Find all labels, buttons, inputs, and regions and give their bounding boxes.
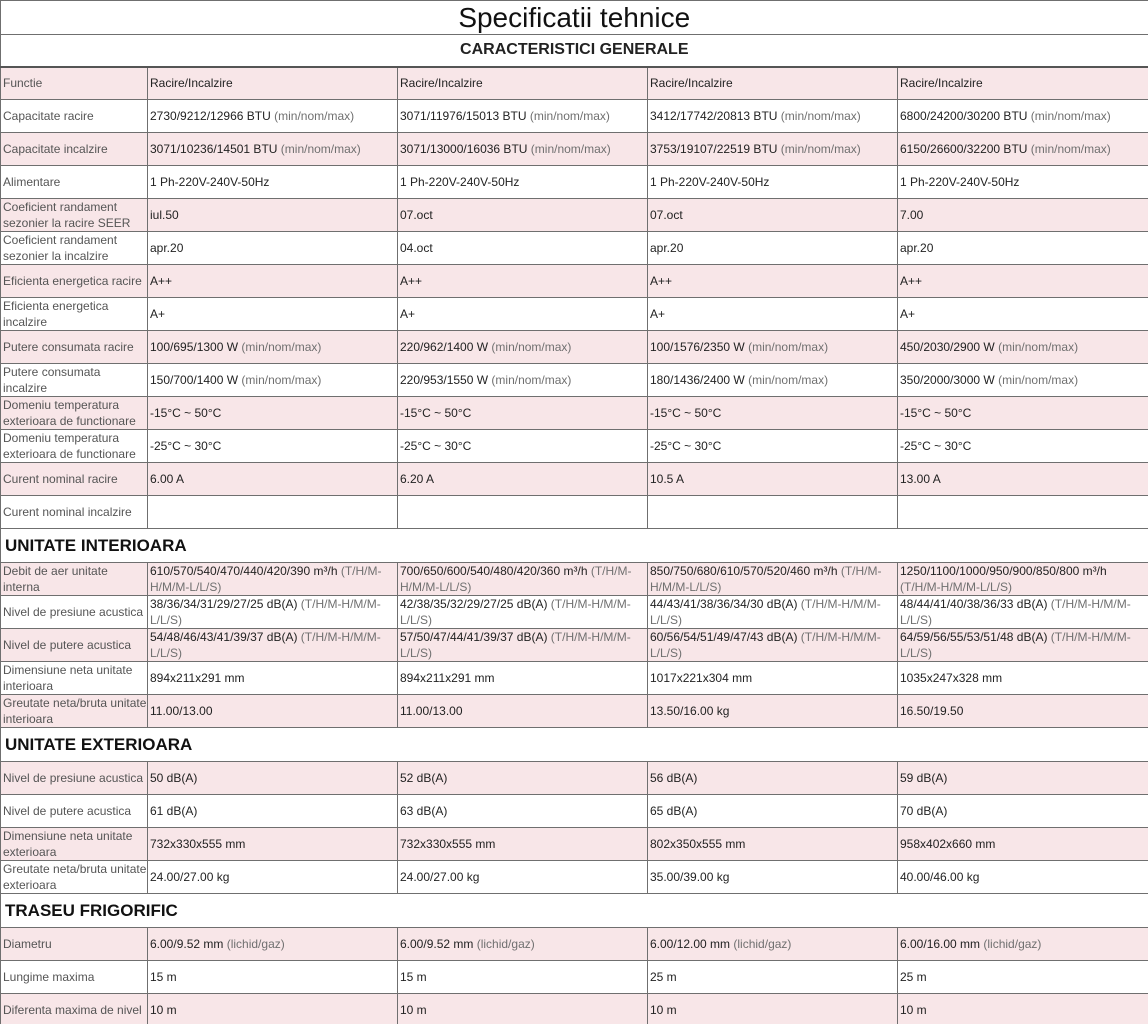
spec-value: 1250/1100/1000/950/900/850/800 m³/h <box>900 564 1107 578</box>
section-title-general: CARACTERISTICI GENERALE <box>1 35 1148 67</box>
spec-cell-model-3 <box>648 762 898 795</box>
spec-cell-model-2 <box>398 364 648 397</box>
spec-row <box>1 828 1148 861</box>
spec-cell-model-1 <box>148 232 398 265</box>
spec-value: A+ <box>900 307 916 321</box>
spec-cell-model-4 <box>898 629 1148 662</box>
spec-unit-note: (lichid/gaz) <box>476 937 535 951</box>
spec-row-label: Dimensiune neta unitate exterioara <box>1 828 148 861</box>
spec-unit-note: (min/nom/max) <box>780 142 861 156</box>
spec-value: -15°C ~ 50°C <box>150 406 222 420</box>
spec-value: 48/44/41/40/38/36/33 dB(A) <box>900 597 1051 611</box>
spec-row <box>1 397 1148 430</box>
spec-value: 65 dB(A) <box>650 804 698 818</box>
spec-row <box>1 596 1148 629</box>
spec-value: A++ <box>150 274 173 288</box>
spec-cell-model-4 <box>898 199 1148 232</box>
spec-cell-model-4 <box>898 563 1148 596</box>
spec-value: 56 dB(A) <box>650 771 698 785</box>
spec-value: 610/570/540/470/440/420/390 m³/h <box>150 564 341 578</box>
spec-value: 6.00/12.00 mm <box>650 937 734 951</box>
spec-value: A+ <box>650 307 666 321</box>
spec-row <box>1 662 1148 695</box>
spec-cell-model-2 <box>398 861 648 894</box>
spec-row <box>1 430 1148 463</box>
spec-cell-model-1 <box>148 100 398 133</box>
spec-cell-model-4 <box>898 961 1148 994</box>
spec-row <box>1 265 1148 298</box>
spec-unit-note: (min/nom/max) <box>530 142 611 156</box>
spec-row-label: Coeficient randament sezonier la incalzire <box>1 232 148 265</box>
spec-cell-model-4 <box>898 430 1148 463</box>
spec-cell-model-1 <box>148 795 398 828</box>
spec-unit-note: (min/nom/max) <box>1030 142 1111 156</box>
spec-cell-model-2 <box>398 496 648 529</box>
spec-value: 2730/9212/12966 BTU <box>150 109 275 123</box>
spec-row-label: Lungime maxima <box>1 961 148 994</box>
spec-unit-note: (T/H/M-H/M/M-L/L/S) <box>400 597 631 627</box>
spec-cell-model-1 <box>148 994 398 1024</box>
spec-cell-model-3 <box>648 563 898 596</box>
spec-value: 59 dB(A) <box>900 771 948 785</box>
spec-cell-model-4 <box>898 463 1148 496</box>
spec-value: 70 dB(A) <box>900 804 948 818</box>
spec-cell-model-1 <box>148 166 398 199</box>
spec-value: 220/953/1550 W <box>400 373 492 387</box>
spec-row <box>1 100 1148 133</box>
spec-cell-model-4 <box>898 662 1148 695</box>
spec-value: 220/962/1400 W <box>400 340 492 354</box>
spec-cell-model-3 <box>648 199 898 232</box>
spec-value: -25°C ~ 30°C <box>150 439 222 453</box>
spec-value: 732x330x555 mm <box>400 837 496 851</box>
spec-value: 802x350x555 mm <box>650 837 746 851</box>
spec-value: 16.50/19.50 <box>900 704 964 718</box>
spec-row <box>1 928 1148 961</box>
spec-value: 1017x221x304 mm <box>650 671 753 685</box>
section-heading-unitate-interioara: UNITATE INTERIOARA <box>1 529 1148 563</box>
spec-cell-model-1 <box>148 861 398 894</box>
spec-cell-model-1 <box>148 961 398 994</box>
spec-value: 40.00/46.00 kg <box>900 870 980 884</box>
spec-row-label: Nivel de putere acustica <box>1 795 148 828</box>
spec-value: 60/56/54/51/49/47/43 dB(A) <box>650 630 801 644</box>
spec-unit-note: (min/nom/max) <box>748 340 829 354</box>
spec-value: 54/48/46/43/41/39/37 dB(A) <box>150 630 301 644</box>
spec-value: Racire/Incalzire <box>150 76 233 91</box>
spec-value: A+ <box>150 307 166 321</box>
page-title: Specificatii tehnice <box>1 1 1148 35</box>
spec-value: 350/2000/3000 W <box>900 373 999 387</box>
spec-value: A++ <box>400 274 423 288</box>
spec-row <box>1 67 1148 100</box>
spec-cell-model-2 <box>398 298 648 331</box>
spec-cell-model-3 <box>648 828 898 861</box>
spec-unit-note: (T/H/M-H/M/M-L/L/S) <box>900 630 1131 660</box>
spec-cell-model-1 <box>148 695 398 728</box>
spec-value: 38/36/34/31/29/27/25 dB(A) <box>150 597 301 611</box>
spec-row-label: Nivel de putere acustica <box>1 629 148 662</box>
spec-cell-model-2 <box>398 828 648 861</box>
spec-cell-model-3 <box>648 100 898 133</box>
spec-value: 13.50/16.00 kg <box>650 704 730 718</box>
spec-cell-model-4 <box>898 166 1148 199</box>
spec-value: 1 Ph-220V-240V-50Hz <box>900 175 1020 189</box>
spec-value: 44/43/41/38/36/34/30 dB(A) <box>650 597 801 611</box>
spec-cell-model-2 <box>398 928 648 961</box>
spec-value: 04.oct <box>400 241 433 255</box>
spec-cell-model-1 <box>148 298 398 331</box>
spec-value: 1035x247x328 mm <box>900 671 1003 685</box>
spec-cell-model-4 <box>898 762 1148 795</box>
spec-cell-model-1 <box>148 496 398 529</box>
spec-cell-model-4 <box>898 298 1148 331</box>
spec-row <box>1 762 1148 795</box>
spec-cell-model-3 <box>648 662 898 695</box>
spec-value: 1 Ph-220V-240V-50Hz <box>150 175 270 189</box>
spec-value: 700/650/600/540/480/420/360 m³/h <box>400 564 591 578</box>
spec-value: 10 m <box>650 1003 677 1017</box>
spec-value: 100/695/1300 W <box>150 340 242 354</box>
spec-cell-model-1 <box>148 762 398 795</box>
spec-value: A++ <box>650 274 673 288</box>
spec-unit-note: (T/H/M-H/M/M-L/L/S) <box>150 564 382 594</box>
spec-cell-model-2 <box>398 762 648 795</box>
spec-unit-note: (min/nom/max) <box>529 109 610 123</box>
spec-value: 6.20 A <box>400 472 435 486</box>
spec-cell-model-2 <box>398 397 648 430</box>
spec-unit-note: (T/H/M-H/M/M-L/L/S) <box>900 597 1131 627</box>
spec-row <box>1 994 1148 1024</box>
spec-value: -25°C ~ 30°C <box>650 439 722 453</box>
spec-cell-model-2 <box>398 199 648 232</box>
spec-value: 10 m <box>400 1003 427 1017</box>
spec-value: 25 m <box>900 970 927 984</box>
spec-value: 15 m <box>400 970 427 984</box>
spec-row-label: Greutate neta/bruta unitate exterioara <box>1 861 148 894</box>
spec-cell-model-4 <box>898 795 1148 828</box>
spec-cell-model-4 <box>898 994 1148 1024</box>
spec-row-label: Putere consumata incalzire <box>1 364 148 397</box>
spec-cell-model-3 <box>648 265 898 298</box>
spec-cell-model-2 <box>398 331 648 364</box>
spec-row-label: Nivel de presiune acustica <box>1 596 148 629</box>
spec-unit-note: (min/nom/max) <box>748 373 829 387</box>
spec-cell-model-3 <box>648 67 898 100</box>
spec-cell-model-3 <box>648 133 898 166</box>
spec-cell-model-1 <box>148 463 398 496</box>
spec-value: 3071/11976/15013 BTU <box>400 109 530 123</box>
spec-value: 35.00/39.00 kg <box>650 870 730 884</box>
spec-value: 61 dB(A) <box>150 804 198 818</box>
spec-row <box>1 695 1148 728</box>
spec-cell-model-2 <box>398 662 648 695</box>
spec-value: 150/700/1400 W <box>150 373 242 387</box>
spec-value: A++ <box>900 274 923 288</box>
spec-row <box>1 166 1148 199</box>
spec-cell-model-2 <box>398 961 648 994</box>
spec-cell-model-3 <box>648 298 898 331</box>
spec-row-label: Domeniu temperatura exterioara de functionare <box>1 397 148 430</box>
spec-value: 13.00 A <box>900 472 941 486</box>
spec-cell-model-1 <box>148 662 398 695</box>
spec-cell-model-3 <box>648 364 898 397</box>
spec-cell-model-1 <box>148 928 398 961</box>
spec-cell-model-3 <box>648 463 898 496</box>
spec-value: 1 Ph-220V-240V-50Hz <box>650 175 770 189</box>
spec-row-label: Putere consumata racire <box>1 331 148 364</box>
spec-row-label: Diametru <box>1 928 148 961</box>
spec-row-label: Dimensiune neta unitate interioara <box>1 662 148 695</box>
spec-value: 6800/24200/30200 BTU <box>900 109 1031 123</box>
spec-value: 3071/10236/14501 BTU <box>150 142 281 156</box>
spec-row-label: Coeficient randament sezonier la racire SEER <box>1 199 148 232</box>
spec-unit-note: (min/nom/max) <box>491 340 572 354</box>
spec-unit-note: (T/H/M-H/M/M-L/L/S) <box>400 564 632 594</box>
spec-value: 64/59/56/55/53/51/48 dB(A) <box>900 630 1051 644</box>
spec-cell-model-1 <box>148 397 398 430</box>
spec-value: 894x211x291 mm <box>150 671 245 685</box>
spec-row-label: Functie <box>1 67 148 100</box>
spec-unit-note: (min/nom/max) <box>241 340 322 354</box>
spec-unit-note: (min/nom/max) <box>491 373 572 387</box>
spec-value: 3412/17742/20813 BTU <box>650 109 781 123</box>
spec-value: 3753/19107/22519 BTU <box>650 142 781 156</box>
spec-value: 10.5 A <box>650 472 685 486</box>
spec-row <box>1 629 1148 662</box>
spec-value: -15°C ~ 50°C <box>900 406 972 420</box>
spec-value: 958x402x660 mm <box>900 837 996 851</box>
spec-cell-model-1 <box>148 331 398 364</box>
spec-row <box>1 961 1148 994</box>
spec-cell-model-3 <box>648 629 898 662</box>
spec-value: apr.20 <box>650 241 684 255</box>
spec-unit-note: (T/H/M-H/M/M-L/L/S) <box>400 630 631 660</box>
spec-cell-model-2 <box>398 463 648 496</box>
spec-cell-model-1 <box>148 430 398 463</box>
spec-unit-note: (min/nom/max) <box>1030 109 1111 123</box>
spec-cell-model-2 <box>398 67 648 100</box>
spec-value: 100/1576/2350 W <box>650 340 749 354</box>
spec-row <box>1 496 1148 529</box>
spec-row <box>1 199 1148 232</box>
spec-cell-model-3 <box>648 994 898 1024</box>
spec-value: Racire/Incalzire <box>400 76 483 91</box>
spec-cell-model-3 <box>648 430 898 463</box>
spec-value: Racire/Incalzire <box>650 76 733 91</box>
spec-value: 450/2030/2900 W <box>900 340 999 354</box>
section-heading-row <box>1 728 1148 762</box>
spec-cell-model-2 <box>398 695 648 728</box>
spec-row <box>1 133 1148 166</box>
spec-unit-note: (min/nom/max) <box>998 373 1079 387</box>
spec-row <box>1 795 1148 828</box>
spec-unit-note: (T/H/M-H/M/M-L/L/S) <box>650 597 881 627</box>
spec-row-label: Eficienta energetica incalzire <box>1 298 148 331</box>
spec-value: 07.oct <box>650 208 683 222</box>
spec-row-label: Eficienta energetica racire <box>1 265 148 298</box>
spec-cell-model-3 <box>648 928 898 961</box>
spec-cell-model-4 <box>898 861 1148 894</box>
spec-value: 24.00/27.00 kg <box>150 870 230 884</box>
spec-value: -25°C ~ 30°C <box>400 439 472 453</box>
spec-cell-model-2 <box>398 133 648 166</box>
spec-cell-model-2 <box>398 430 648 463</box>
spec-row <box>1 463 1148 496</box>
spec-unit-note: (min/nom/max) <box>280 142 361 156</box>
spec-value: 42/38/35/32/29/27/25 dB(A) <box>400 597 551 611</box>
spec-cell-model-2 <box>398 563 648 596</box>
spec-cell-model-1 <box>148 199 398 232</box>
spec-row-label: Greutate neta/bruta unitate interioara <box>1 695 148 728</box>
spec-value: 25 m <box>650 970 677 984</box>
spec-cell-model-2 <box>398 100 648 133</box>
spec-row-label: Diferenta maxima de nivel <box>1 994 148 1024</box>
section-heading-row <box>1 894 1148 928</box>
spec-row <box>1 861 1148 894</box>
spec-cell-model-4 <box>898 364 1148 397</box>
spec-row <box>1 232 1148 265</box>
spec-cell-model-2 <box>398 629 648 662</box>
spec-cell-model-3 <box>648 961 898 994</box>
spec-value: 07.oct <box>400 208 433 222</box>
spec-value: 850/750/680/610/570/520/460 m³/h <box>650 564 841 578</box>
spec-cell-model-3 <box>648 166 898 199</box>
spec-cell-model-2 <box>398 795 648 828</box>
spec-value: 57/50/47/44/41/39/37 dB(A) <box>400 630 551 644</box>
spec-unit-note: (T/H/M-H/M/M-L/L/S) <box>900 580 1012 594</box>
spec-value: 1 Ph-220V-240V-50Hz <box>400 175 520 189</box>
spec-value: 11.00/13.00 <box>400 704 463 718</box>
spec-value: 6.00 A <box>150 472 185 486</box>
spec-value: 11.00/13.00 <box>150 704 213 718</box>
spec-unit-note: (T/H/M-H/M/M-L/L/S) <box>650 630 881 660</box>
spec-value: 10 m <box>900 1003 927 1017</box>
spec-cell-model-2 <box>398 166 648 199</box>
spec-cell-model-3 <box>648 695 898 728</box>
spec-row-label: Capacitate racire <box>1 100 148 133</box>
spec-value: 3071/13000/16036 BTU <box>400 142 531 156</box>
spec-row-label: Nivel de presiune acustica <box>1 762 148 795</box>
spec-row-label: Capacitate incalzire <box>1 133 148 166</box>
section-heading-row <box>1 529 1148 563</box>
spec-value: 6.00/16.00 mm <box>900 937 984 951</box>
spec-unit-note: (T/H/M-H/M/M-L/L/S) <box>150 630 381 660</box>
spec-value: Racire/Incalzire <box>900 76 983 91</box>
spec-row <box>1 298 1148 331</box>
spec-cell-model-2 <box>398 265 648 298</box>
spec-row-label: Domeniu temperatura exterioara de functionare <box>1 430 148 463</box>
spec-unit-note: (lichid/gaz) <box>983 937 1042 951</box>
spec-value: 6.00/9.52 mm <box>400 937 477 951</box>
spec-cell-model-2 <box>398 994 648 1024</box>
spec-cell-model-3 <box>648 232 898 265</box>
spec-value: 15 m <box>150 970 177 984</box>
spec-cell-model-1 <box>148 67 398 100</box>
section-heading-traseu-frigorific: TRASEU FRIGORIFIC <box>1 894 1148 928</box>
spec-row-label: Curent nominal racire <box>1 463 148 496</box>
spec-cell-model-3 <box>648 795 898 828</box>
spec-cell-model-2 <box>398 232 648 265</box>
spec-unit-note: (T/H/M-H/M/M-L/L/S) <box>150 597 381 627</box>
spec-value: -25°C ~ 30°C <box>900 439 972 453</box>
spec-cell-model-2 <box>398 596 648 629</box>
spec-value: 50 dB(A) <box>150 771 198 785</box>
spec-cell-model-4 <box>898 133 1148 166</box>
spec-value: A+ <box>400 307 416 321</box>
spec-cell-model-1 <box>148 629 398 662</box>
spec-row-label: Alimentare <box>1 166 148 199</box>
spec-cell-model-1 <box>148 563 398 596</box>
spec-cell-model-4 <box>898 331 1148 364</box>
spec-value: 10 m <box>150 1003 177 1017</box>
spec-cell-model-3 <box>648 496 898 529</box>
spec-row <box>1 331 1148 364</box>
spec-unit-note: (min/nom/max) <box>274 109 355 123</box>
spec-row <box>1 364 1148 397</box>
spec-cell-model-4 <box>898 397 1148 430</box>
spec-unit-note: (min/nom/max) <box>998 340 1079 354</box>
spec-value: 6.00/9.52 mm <box>150 937 227 951</box>
spec-row <box>1 563 1148 596</box>
spec-cell-model-4 <box>898 232 1148 265</box>
spec-cell-model-1 <box>148 828 398 861</box>
spec-value: 52 dB(A) <box>400 771 448 785</box>
spec-unit-note: (min/nom/max) <box>780 109 861 123</box>
spec-value: iul.50 <box>150 208 179 222</box>
spec-unit-note: (lichid/gaz) <box>226 937 285 951</box>
spec-cell-model-4 <box>898 496 1148 529</box>
spec-value: apr.20 <box>900 241 934 255</box>
spec-cell-model-4 <box>898 100 1148 133</box>
spec-value: 63 dB(A) <box>400 804 448 818</box>
spec-cell-model-3 <box>648 596 898 629</box>
section-heading-unitate-exterioara: UNITATE EXTERIOARA <box>1 728 1148 762</box>
spec-cell-model-4 <box>898 265 1148 298</box>
spec-cell-model-3 <box>648 331 898 364</box>
spec-row-label: Curent nominal incalzire <box>1 496 148 529</box>
spec-row-label: Debit de aer unitate interna <box>1 563 148 596</box>
spec-unit-note: (T/H/M-H/M/M-L/L/S) <box>650 564 882 594</box>
spec-value: 180/1436/2400 W <box>650 373 749 387</box>
spec-cell-model-4 <box>898 828 1148 861</box>
spec-cell-model-1 <box>148 364 398 397</box>
spec-value: 6150/26600/32200 BTU <box>900 142 1031 156</box>
spec-cell-model-3 <box>648 397 898 430</box>
spec-cell-model-4 <box>898 67 1148 100</box>
spec-cell-model-1 <box>148 265 398 298</box>
spec-value: apr.20 <box>150 241 184 255</box>
spec-value: 894x211x291 mm <box>400 671 495 685</box>
spec-cell-model-3 <box>648 861 898 894</box>
spec-value: 7.00 <box>900 208 924 222</box>
spec-value: 732x330x555 mm <box>150 837 246 851</box>
spec-value: -15°C ~ 50°C <box>650 406 722 420</box>
spec-cell-model-4 <box>898 928 1148 961</box>
spec-value: 24.00/27.00 kg <box>400 870 480 884</box>
spec-cell-model-4 <box>898 596 1148 629</box>
spec-cell-model-1 <box>148 133 398 166</box>
spec-value: -15°C ~ 50°C <box>400 406 472 420</box>
spec-unit-note: (lichid/gaz) <box>733 937 792 951</box>
spec-cell-model-1 <box>148 596 398 629</box>
spec-cell-model-4 <box>898 695 1148 728</box>
spec-unit-note: (min/nom/max) <box>241 373 322 387</box>
